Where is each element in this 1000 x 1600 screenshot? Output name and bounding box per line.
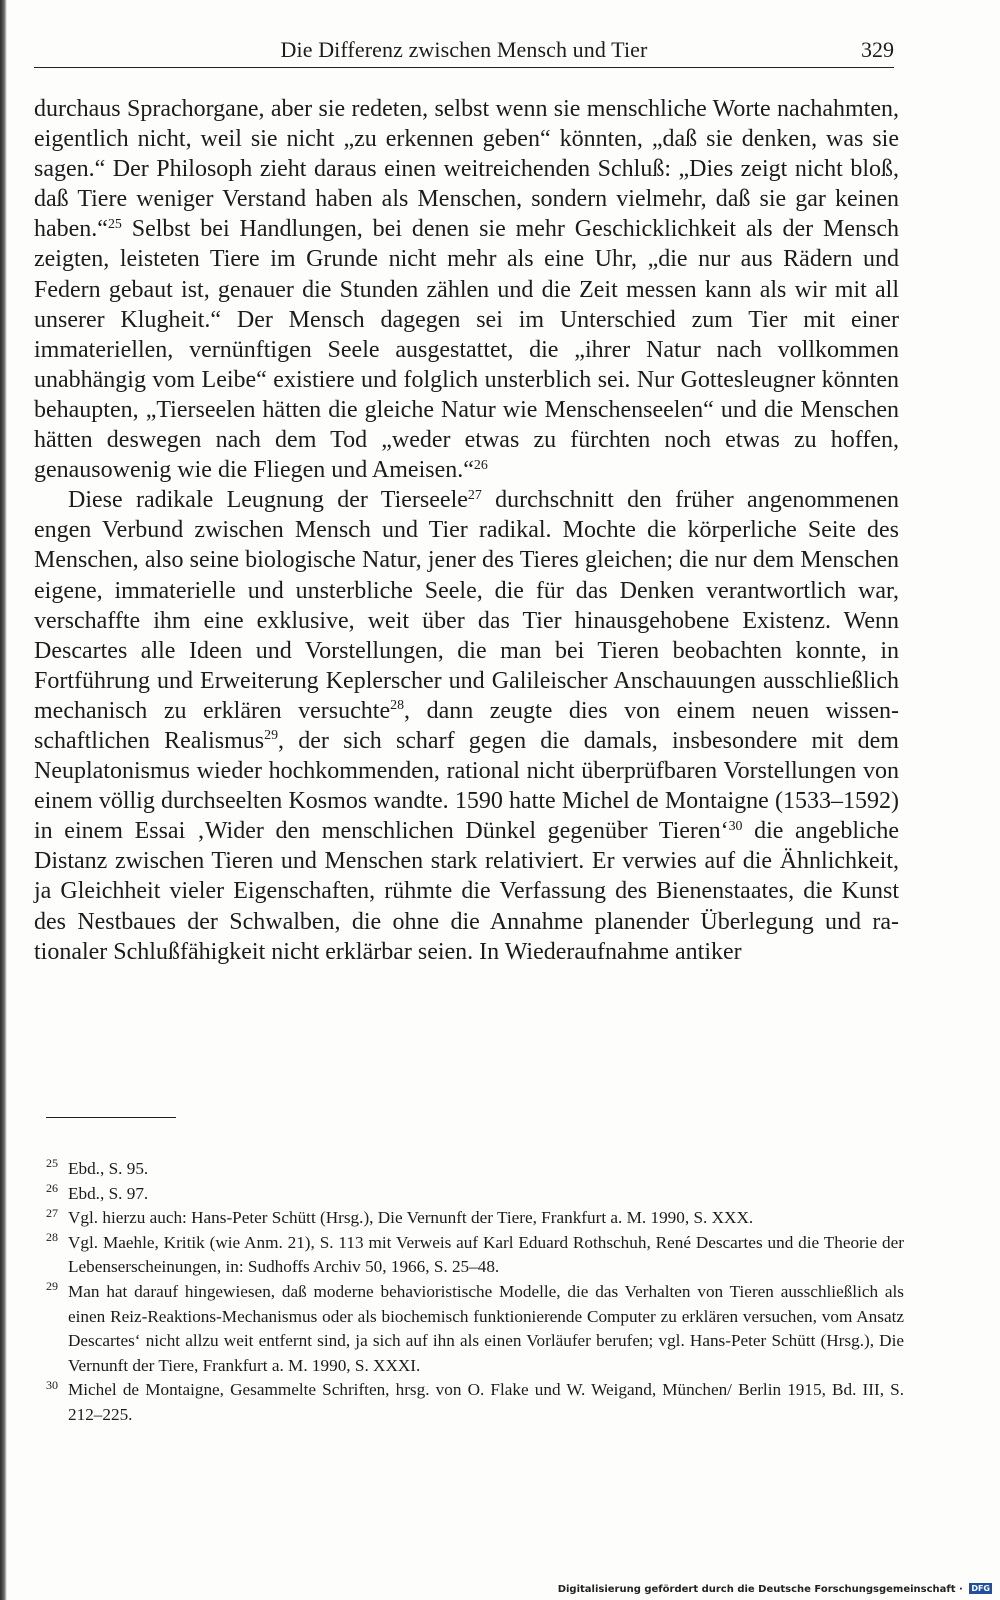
body-text-segment: , dann zeugte dies von einem neuen wissenschaftlichen Realismus (34, 697, 899, 754)
page-number: 329 (861, 37, 894, 62)
body-text-segment: Selbst bei Handlungen, bei denen sie mehr Geschicklichkeit als der Mensch zeigten, leisteten Tiere im Grunde nicht mehr als eine Uhr, „die nur aus Rädern und Federn gebaut ist, genauer die Stunden zählen und die Zeit messen kann als wir mit all unserer Klugheit.“ Der Mensch dagegen sei im Unterschied zum Tier mit einer immateriellen, vernünftigen Seele ausgestattet, die „ihrer Natur nach vollkommen unabhängig vom Leibe“ existiere und folglich unsterblich sei. Nur Gottesleugner könnten behaupten, „Tierseelen hätten die gleiche Natur wie Menschenseelen“ und die Menschen hätten deswegen nach dem Tod „weder etwas zu fürchten noch etwas zu hoffen, genausowenig wie die Fliegen und Ameisen.“ (34, 216, 899, 484)
footnote-number-text: 28 (46, 1230, 59, 1245)
digitization-credit: Digitalisierung gefördert durch die Deutsche Forschungsgemeinschaft · DFG (557, 1584, 990, 1595)
footnote-number (46, 1280, 68, 1305)
footnote (46, 1157, 904, 1182)
footnote-number-text: 27 (46, 1205, 59, 1220)
footnote-number-text: 29 (46, 1279, 59, 1294)
footnote-number (46, 1182, 68, 1207)
footnote-reference: 26 (473, 457, 488, 473)
footnote (46, 1231, 904, 1280)
footnote-number (46, 1157, 68, 1182)
footnote-number (46, 1231, 68, 1256)
running-title: Die Differenz zwischen Mensch und Tier (280, 37, 648, 62)
footnote-reference: 30 (728, 818, 743, 834)
footnote-text: Michel de Montaigne, Gesammelte Schriften, hrsg. von O. Flake und W. Weigand, München/ Berlin 1915, Bd. III, S. 212–225. (68, 1380, 904, 1424)
credit-text: Digitalisierung gefördert durch die Deutsche Forschungsgemeinschaft (557, 1584, 956, 1595)
footnote (46, 1280, 904, 1378)
footnote-separator (46, 1117, 176, 1118)
body-text-segment: , der sich scharf gegen die damals, insbesondere mit dem Neuplatonismus wieder hochkommenden, rational nicht überprüfbaren Vorstellungen von einem völlig durchseelten Kosmos wandte. 1590 hatte Michel de Montaigne (1533–1592) in einem Essai ‚Wider den menschlichen Dünkel gegenüber Tieren‘ (34, 727, 899, 845)
footnote-text: Vgl. Maehle, Kritik (wie Anm. 21), S. 113 mit Verweis auf Karl Eduard Rothschuh, René Descartes und die Theorie der Lebenserscheinungen, in: Sudhoffs Archiv 50, 1966, S. 25–48. (68, 1232, 904, 1277)
body-paragraph (34, 485, 899, 967)
footnote-text: Vgl. hierzu auch: Hans-Peter Schütt (Hrsg.), Die Vernunft der Tiere, Frankfurt a. M. 1990, S. XXX. (68, 1208, 754, 1228)
running-header (34, 35, 894, 68)
footnote-number-text: 30 (46, 1377, 59, 1392)
body-text-segment: Diese radikale Leugnung der Tierseele (68, 487, 468, 514)
footnote (46, 1378, 904, 1427)
footnote-reference: 28 (390, 698, 405, 714)
footnote-reference: 25 (107, 216, 122, 232)
footnote-number-text: 26 (46, 1180, 59, 1195)
body-text (34, 94, 899, 967)
footnote-text: Ebd., S. 97. (68, 1183, 149, 1203)
page-spine-shadow (0, 0, 7, 1600)
footnote-number (46, 1378, 68, 1403)
footnote (46, 1206, 904, 1231)
footnotes (46, 1157, 904, 1428)
footnote-number-text: 25 (46, 1156, 59, 1171)
body-text-segment: durchaus Sprachorgane, aber sie redeten, selbst wenn sie menschliche Worte nachahmten, eigentlich nicht, weil sie nicht „zu erkennen geben“ könnten, „daß sie denken, was sie sagen.“ Der Philosoph zieht daraus einen weitreichenden Schluß: „Dies zeigt nicht bloß, daß Tiere weniger Verstand haben als Menschen, sondern vielmehr, daß sie gar keinen haben.“ (34, 96, 899, 243)
footnote-number (46, 1206, 68, 1231)
body-text-segment: durchschnitt den früher angenommenen engen Verbund zwischen Mensch und Tier radikal. Mochte die körperliche Seite des Menschen, also seine biologische Natur, jener des Tieres gleichen; die nur dem Menschen eigene, immaterielle und unsterbliche Seele, die für das Denken verantwortlich war, verschaffte ihm eine exklusive, weit über das Tier hinausgehobene Existenz. Wenn Descartes alle Ideen und Vorstellungen, die man bei Tieren beobachten konnte, in Fortführung und Erweiterung Keplerscher und Galileischer Anschauungen ausschließlich mechanisch zu erklären versuchte (34, 487, 899, 724)
footnote-reference: 27 (467, 487, 482, 503)
footnote-text: Ebd., S. 95. (68, 1159, 149, 1178)
footnote-text: Man hat darauf hingewiesen, daß moderne behavioristische Modelle, die das Verhalten von Tieren ausschließlich als einen Reiz-Reaktions-Mechanismus oder als biochemisch funktionierende Computer zu erklären versuchen, vom Ansatz Descartes‘ nicht allzu weit entfernt sind, ja sich auf ihn als einen Vorläufer berufen; vgl. Hans-Peter Schütt (Hrsg.), Die Vernunft der Tiere, Frankfurt a. M. 1990, S. XXXI. (68, 1281, 904, 1375)
dfg-logo: DFG (971, 1584, 990, 1593)
footnote-reference: 29 (264, 728, 279, 744)
footnote (46, 1182, 904, 1207)
body-text-segment: die angebliche Distanz zwischen Tieren und Menschen stark relativiert. Er verwies auf die Ähnlichkeit, ja Gleichheit vieler Eigenschaften, rühmte die Verfassung des Bienenstaates, die Kunst des Nestbaues der Schwalben, die ohne die Annahme planender Überlegung und rationaler Schlußfähigkeit nicht erklärbar seien. In Wiederaufnahme antiker (34, 818, 899, 965)
body-paragraph (34, 94, 899, 485)
